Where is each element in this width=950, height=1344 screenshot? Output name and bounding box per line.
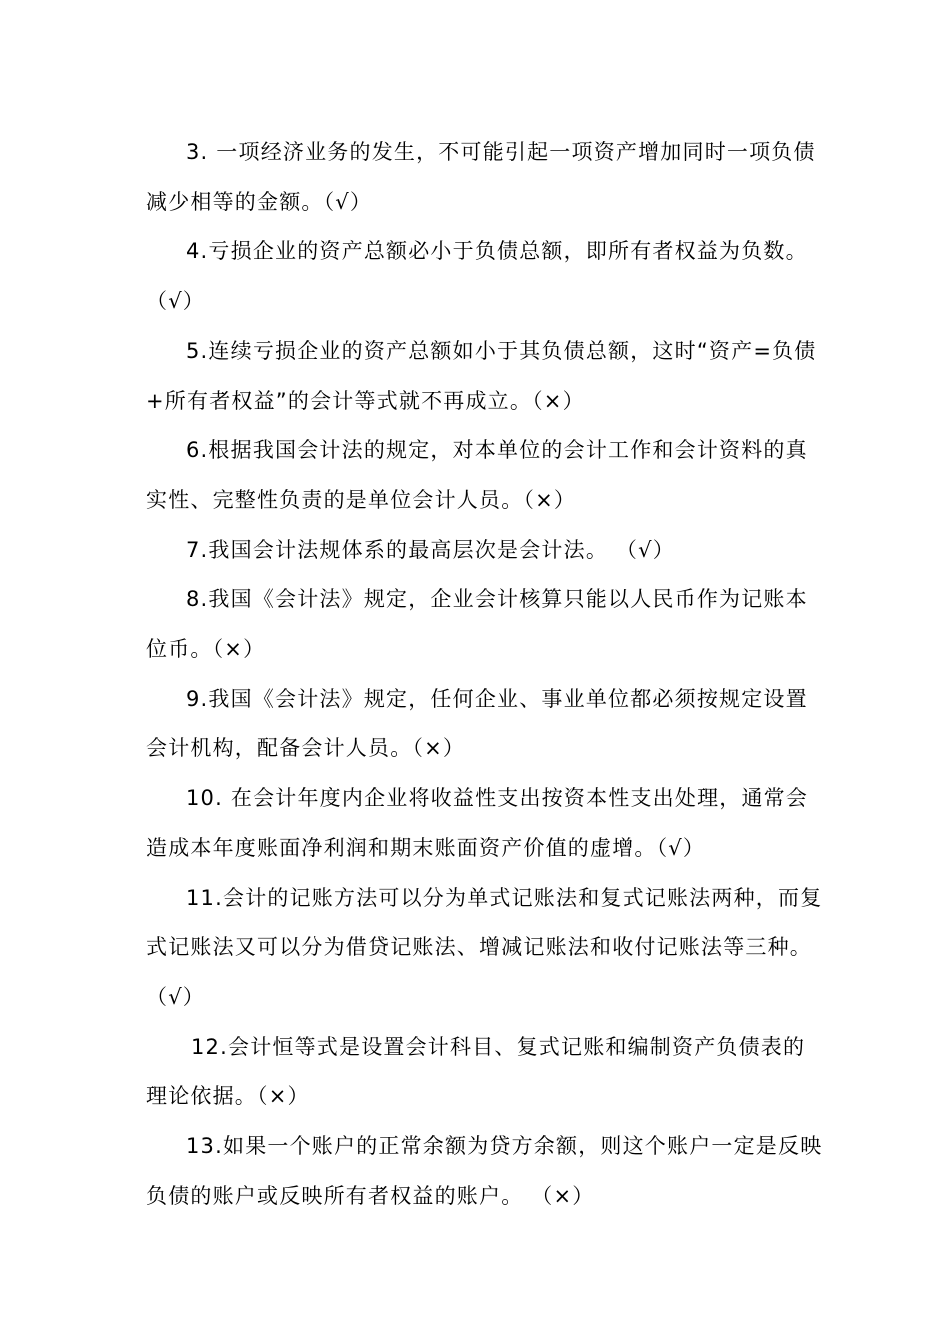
question-item-13: 13.如果一个账户的正常余额为贷方余额，则这个账户一定是反映负债的账户或反映所有者权益的账户。 （×） (146, 1134, 823, 1208)
question-item-9: 9.我国《会计法》规定，任何企业、事业单位都必须按规定设置会计机构，配备会计人员。（×） (146, 686, 808, 761)
question-item-11: 11.会计的记账方法可以分为单式记账法和复式记账法两种，而复式记账法又可以分为借贷记账法、增减记账法和收付记账法等三种。（√） (146, 885, 823, 1009)
question-item-5: 5.连续亏损企业的资产总额如小于其负债总额，这时“资产=负债+所有者权益”的会计等式就不再成立。（×） (146, 338, 817, 413)
question-list (146, 128, 826, 1221)
question-item-4: 4.亏损企业的资产总额必小于负债总额，即所有者权益为负数。（√） (146, 239, 808, 314)
question-item-6: 6.根据我国会计法的规定，对本单位的会计工作和会计资料的真实性、完整性负责的是单位会计人员。（×） (146, 438, 808, 512)
question-item-10: 10. 在会计年度内企业将收益性支出按资本性支出处理，通常会造成本年度账面净利润和期末账面资产价值的虚增。（√） (146, 786, 809, 860)
question-item-7: 7.我国会计法规体系的最高层次是会计法。 （√） (186, 537, 675, 562)
question-item-3: 3. 一项经济业务的发生，不可能引起一项资产增加同时一项负债减少相等的金额。（√） (146, 140, 816, 214)
question-item-12: 12.会计恒等式是设置会计科目、复式记账和编制资产负债表的理论依据。（×） (146, 1034, 806, 1109)
question-item-8: 8.我国《会计法》规定，企业会计核算只能以人民币作为记账本位币。（×） (146, 587, 808, 662)
